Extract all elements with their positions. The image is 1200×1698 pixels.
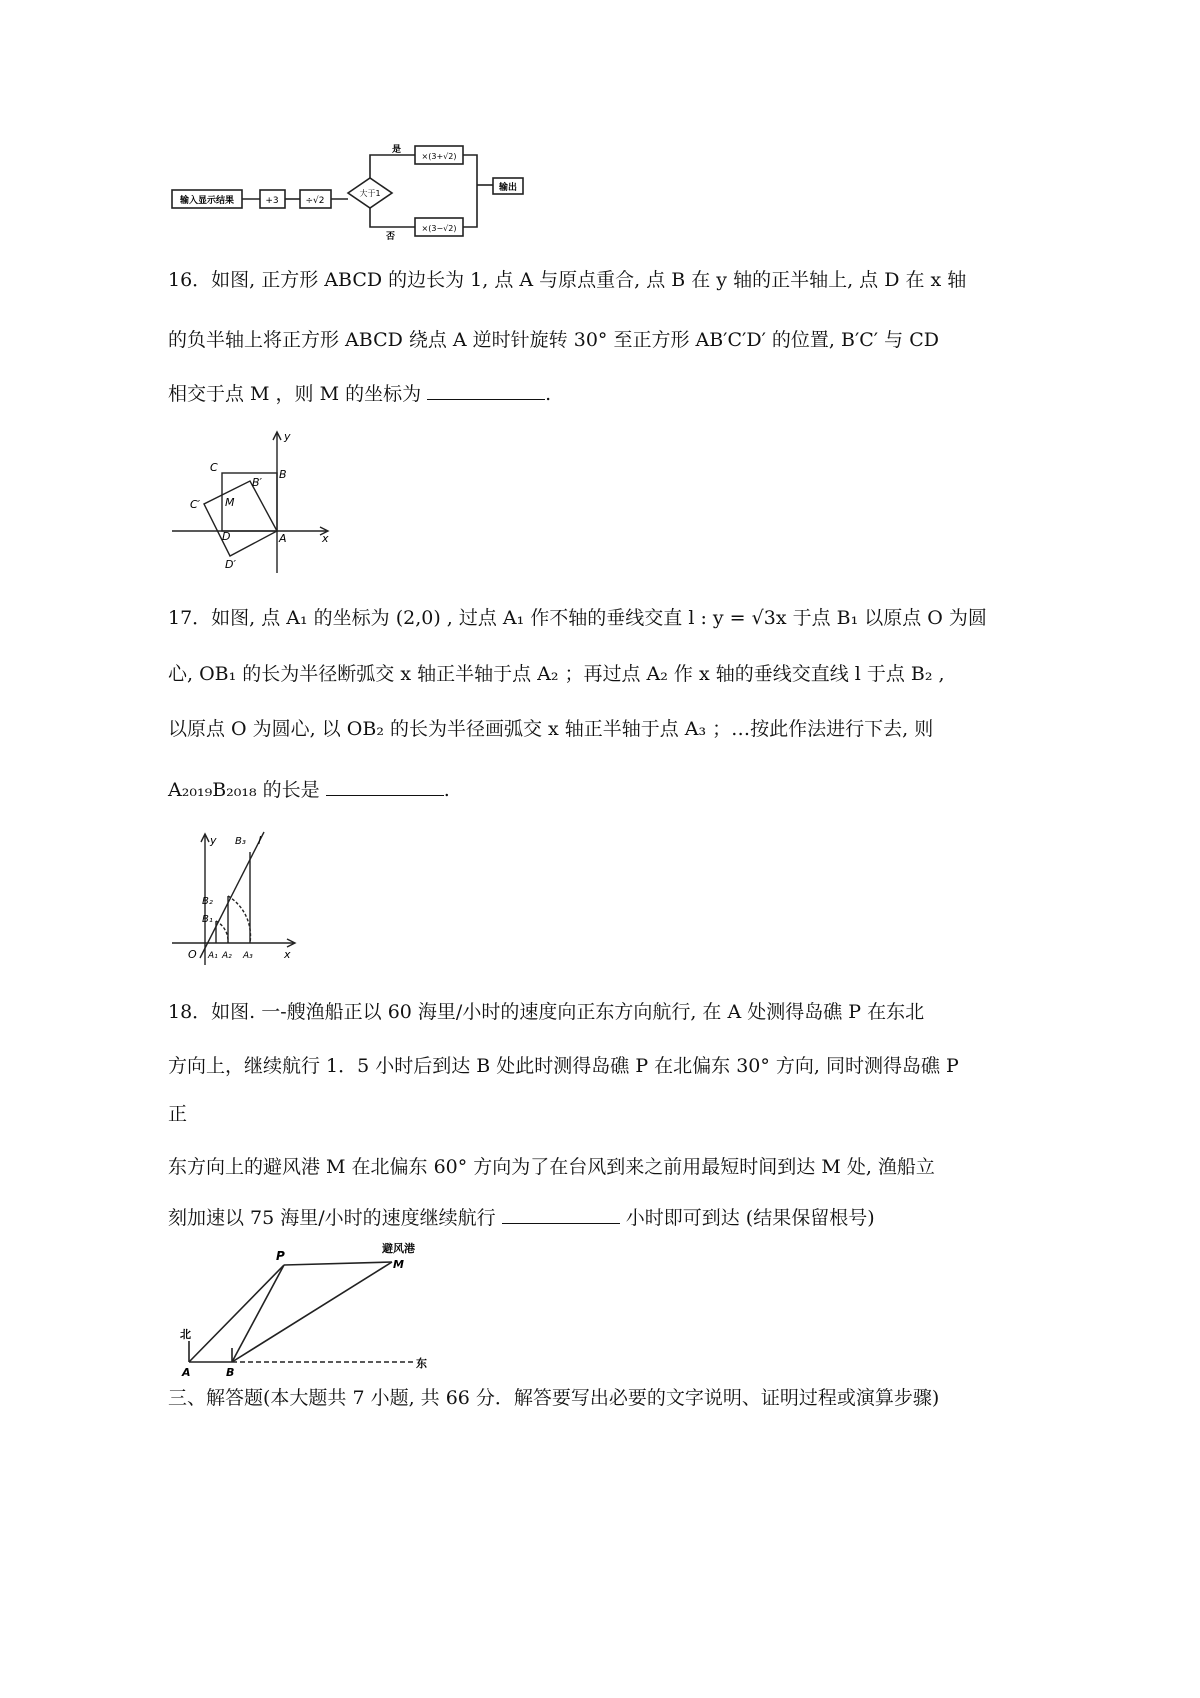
q17-figure xyxy=(172,830,312,970)
q16-line-2: 的负半轴上将正方形 ABCD 绕点 A 逆时针旋转 30° 至正方形 AB′C′D′ 的位置, B′C′ 与 CD xyxy=(168,329,939,351)
svg-text:y: y xyxy=(210,834,217,847)
svg-text:B′: B′ xyxy=(252,476,263,489)
flowchart-mul-no-label: ×(3−√2) xyxy=(421,224,457,233)
flowchart-no-label: 否 xyxy=(386,232,396,242)
q16-line-3-end: . xyxy=(545,383,552,405)
q17-line-4-end: . xyxy=(443,779,450,801)
svg-text:l: l xyxy=(258,834,262,847)
flowchart-figure xyxy=(170,140,530,240)
svg-text:B: B xyxy=(279,468,287,481)
svg-text:A₂: A₂ xyxy=(222,951,232,961)
q16-answer-blank[interactable] xyxy=(427,381,545,400)
q17-answer-blank[interactable] xyxy=(326,777,444,796)
flowchart-op2-label: ÷√2 xyxy=(305,196,325,206)
q18-line-5-end: 小时即可到达 (结果保留根号) xyxy=(625,1207,875,1229)
q17-line-1: 17．如图, 点 A₁ 的坐标为 (2,0) , 过点 A₁ 作不轴的垂线交直 l : y = √3x 于点 B₁ 以原点 O 为圆 xyxy=(168,607,987,629)
svg-text:A: A xyxy=(279,532,287,545)
svg-text:C′: C′ xyxy=(190,498,201,511)
q18-line-3: 正 xyxy=(168,1103,188,1125)
q18-line-2: 方向上，继续航行 1．5 小时后到达 B 处此时测得岛礁 P 在北偏东 30° 方向, 同时测得岛礁 P xyxy=(168,1055,959,1077)
q17-line-3: 以原点 O 为圆心, 以 OB₂ 的长为半径画弧交 x 轴正半轴于点 A₃ ；…按此作法进行下去, 则 xyxy=(168,718,934,740)
q18-line-5-text: 刻加速以 75 海里/小时的速度继续航行 xyxy=(168,1207,496,1229)
svg-text:B₃: B₃ xyxy=(235,836,246,847)
svg-text:B: B xyxy=(226,1366,235,1379)
flowchart-op1-label: +3 xyxy=(265,196,279,206)
q17-line-4-text: A₂₀₁₉B₂₀₁₈ 的长是 xyxy=(168,779,320,801)
svg-text:y: y xyxy=(284,430,291,443)
q18-line-1: 18．如图. 一-艘渔船正以 60 海里/小时的速度向正东方向航行, 在 A 处测得岛礁 P 在东北 xyxy=(168,1001,925,1023)
svg-text:O: O xyxy=(188,948,197,961)
svg-text:北: 北 xyxy=(180,1328,191,1341)
svg-text:A₃: A₃ xyxy=(243,951,253,961)
svg-text:B₂: B₂ xyxy=(202,896,213,907)
svg-text:D: D xyxy=(222,530,231,543)
svg-text:x: x xyxy=(322,532,329,545)
flowchart-input-label: 输入显示结果 xyxy=(179,196,235,206)
svg-text:C: C xyxy=(210,461,218,474)
q18-figure xyxy=(174,1238,434,1378)
svg-text:东: 东 xyxy=(416,1357,427,1370)
svg-text:避风港: 避风港 xyxy=(382,1242,415,1255)
svg-text:M: M xyxy=(225,496,235,509)
q17-line-2: 心, OB₁ 的长为半径断弧交 x 轴正半轴于点 A₂ ；再过点 A₂ 作 x 轴的垂线交直线 l 于点 B₂ , xyxy=(168,663,945,685)
svg-text:D′: D′ xyxy=(225,558,236,571)
q16-line-1: 16．如图, 正方形 ABCD 的边长为 1, 点 A 与原点重合, 点 B 在 y 轴的正半轴上, 点 D 在 x 轴 xyxy=(168,269,967,291)
q18-line-5 xyxy=(168,1204,875,1232)
q17-line-4 xyxy=(168,776,450,804)
svg-text:A: A xyxy=(182,1366,191,1379)
svg-text:M: M xyxy=(393,1258,404,1271)
svg-text:P: P xyxy=(276,1249,285,1263)
q16-line-3 xyxy=(168,380,551,408)
q16-figure xyxy=(172,428,342,578)
svg-text:x: x xyxy=(284,948,291,961)
flowchart-mul-yes-label: ×(3+√2) xyxy=(421,152,457,161)
flowchart-decision-label: 大于1 xyxy=(359,189,381,198)
q18-line-4: 东方向上的避风港 M 在北偏东 60° 方向为了在台风到来之前用最短时间到达 M 处, 渔船立 xyxy=(168,1156,935,1178)
flowchart-yes-label: 是 xyxy=(392,145,402,155)
section-3-heading: 三、解答题(本大题共 7 小题, 共 66 分．解答要写出必要的文字说明、证明过程或演算步骤) xyxy=(168,1387,940,1409)
q18-answer-blank[interactable] xyxy=(502,1205,620,1224)
q16-line-3-text: 相交于点 M ，则 M 的坐标为 xyxy=(168,383,422,405)
svg-text:B₁: B₁ xyxy=(202,914,213,925)
flowchart-output-label: 输出 xyxy=(498,183,518,193)
svg-text:A₁: A₁ xyxy=(208,951,218,961)
